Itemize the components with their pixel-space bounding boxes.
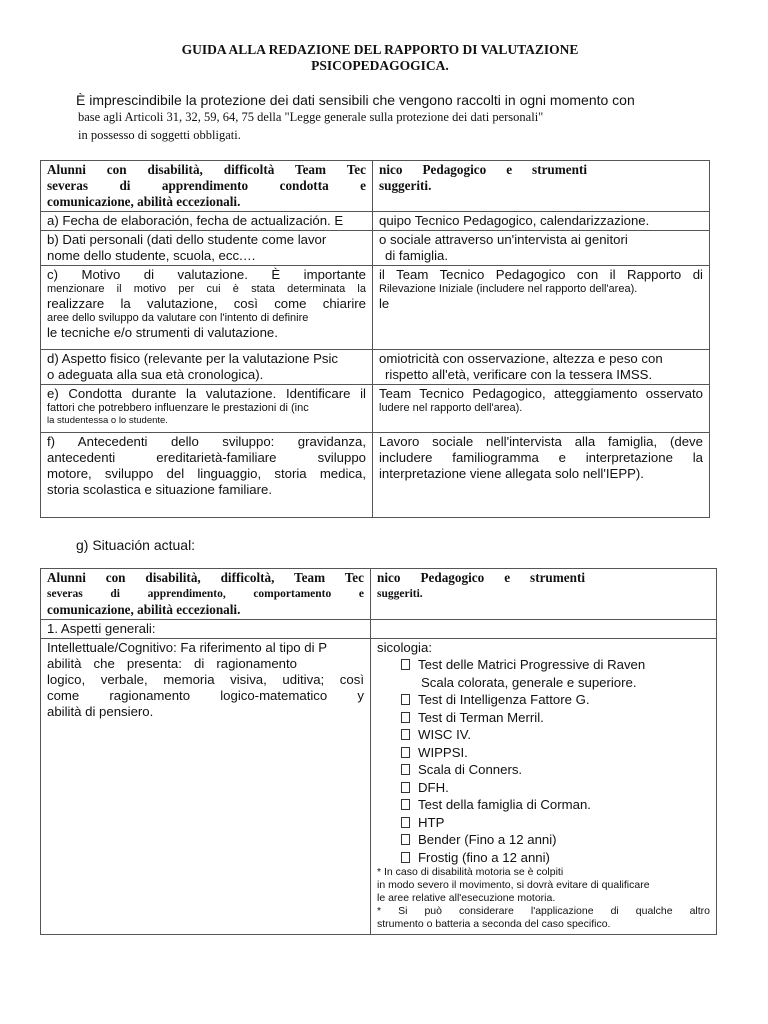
cell-right: sicologia: Test delle Matrici Progressive di Raven Scala colorata, generale e superiore. Test di Intelligenza Fattore G. Test di Terman Merril. WISC IV. WIPPSI. Scala di Conners. DFH. Test della famiglia di Corman. HTP Bender (Fino a 12 anni) Frostig (fino a 12 anni) * In caso di disabilità motoria se è colpiti in modo severo il movimento, si dovrà evitare di qualificare le aree relative all'esecuzione motoria. * Si può considerare l'applicazione di qualche altro strumento o batteria a seconda del caso specifico.	[371, 639, 717, 935]
header-cell-left: Alunni con disabilità, difficoltà Team Tec severas di apprendimento condotta e comunicazione, abilità eccezionali.	[41, 161, 373, 212]
table-row	[41, 620, 717, 639]
test-label: HTP	[418, 814, 445, 830]
checkbox-square-icon	[401, 659, 410, 670]
table-row	[41, 385, 710, 433]
table-header-row	[41, 569, 717, 620]
checkbox-square-icon	[401, 712, 410, 723]
evaluation-guide-table	[40, 160, 710, 518]
test-item	[401, 691, 710, 709]
checkbox-square-icon	[401, 799, 410, 810]
header-cell-right: nico Pedagogico e strumenti suggeriti.	[373, 161, 710, 212]
table-row	[41, 350, 710, 385]
test-item	[401, 726, 710, 744]
cell-right: Lavoro sociale nell'intervista alla famiglia, (deve includere familiogramma e interpretazione la interpretazione viene allegata solo nell'IEPP).	[373, 433, 710, 518]
table-row	[41, 231, 710, 266]
checkbox-square-icon	[401, 764, 410, 775]
table-row	[41, 639, 717, 935]
cell-right: omiotricità con osservazione, altezza e peso con rispetto all'età, verificare con la tessera IMSS.	[373, 350, 710, 385]
test-list	[377, 656, 710, 866]
cell-left: c) Motivo di valutazione. È importante menzionare il motivo per cui è stata determinata la realizzare la valutazione, così come chiarire aree dello sviluppo da valutare con l'intento di definire le tecniche e/o strumenti di valutazione.	[41, 266, 373, 350]
test-item	[401, 849, 710, 867]
cell-left: e) Condotta durante la valutazione. Identificare il fattori che potrebbero influenzare le prestazioni di (inc la studentessa o lo studente.	[41, 385, 373, 433]
test-item	[401, 831, 710, 849]
test-label-continuation: Scala colorata, generale e superiore.	[421, 674, 637, 690]
current-situation-table	[40, 568, 717, 935]
test-label: WISC IV.	[418, 727, 472, 742]
cell-left: a) Fecha de elaboración, fecha de actualización. E	[41, 212, 373, 231]
table-row	[41, 266, 710, 350]
cell-left: Intellettuale/Cognitivo: Fa riferimento al tipo di P abilità che presenta: di ragionamento logico, verbale, memoria visiva, uditiva; così come ragionamento logico-matematico y abilità di pensiero.	[41, 639, 371, 935]
header-cell-left: Alunni con disabilità, difficoltà, Team Tec severas di apprendimento, comportamento e comunicazione, abilità eccezionali.	[41, 569, 371, 620]
test-label: Test di Terman Merril.	[418, 709, 544, 725]
test-item	[401, 814, 710, 832]
checkbox-square-icon	[401, 817, 410, 828]
note: * In caso di disabilità motoria se è colpiti in modo severo il movimento, si dovrà evitare di qualificare le aree relative all'esecuzione motoria.	[377, 866, 650, 904]
test-label: Test di Intelligenza Fattore G.	[418, 692, 590, 707]
test-item	[401, 779, 710, 797]
cell-right: Team Tecnico Pedagogico, atteggiamento osservato ludere nel rapporto dell'area).	[373, 385, 710, 433]
cell-left: d) Aspetto fisico (relevante per la valutazione Psic o adeguata alla sua età cronologica).	[41, 350, 373, 385]
test-item	[401, 709, 710, 727]
test-label: Test della famiglia di Corman.	[418, 797, 591, 812]
section-heading: g) Situación actual:	[76, 537, 196, 553]
cell-right	[371, 620, 717, 639]
intro-line: in possesso di soggetti obbligati.	[78, 128, 241, 142]
test-label: WIPPSI.	[418, 744, 468, 760]
intro-line: base agli Articoli 31, 32, 59, 64, 75 della "Legge generale sulla protezione dei dati personali"	[78, 110, 544, 124]
checkbox-square-icon	[401, 852, 410, 863]
header-cell-right: nico Pedagogico e strumenti suggeriti.	[371, 569, 717, 620]
note: * Si può considerare l'applicazione di qualche altro strumento o batteria a seconda del caso specifico.	[377, 905, 710, 930]
table-row	[41, 433, 710, 518]
test-item	[401, 761, 710, 779]
test-label: Scala di Conners.	[418, 762, 523, 777]
test-label: Frostig (fino a 12 anni)	[418, 849, 550, 865]
cell-left: f) Antecedenti dello sviluppo: gravidanza, antecedenti ereditarietà-familiare sviluppo motore, sviluppo del linguaggio, storia medica, storia scolastica e situazione familiare.	[41, 433, 373, 518]
test-label: Bender (Fino a 12 anni)	[418, 832, 557, 847]
checkbox-square-icon	[401, 729, 410, 740]
checkbox-square-icon	[401, 782, 410, 793]
test-item	[401, 744, 710, 762]
document-title	[100, 42, 660, 74]
test-label: Test delle Matrici Progressive di Raven	[418, 657, 646, 672]
table-header-row	[41, 161, 710, 212]
cell-right: o sociale attraverso un'intervista ai genitori di famiglia.	[373, 231, 710, 266]
checkbox-square-icon	[401, 694, 410, 705]
table-row	[41, 212, 710, 231]
checkbox-square-icon	[401, 747, 410, 758]
title-line: PSICOPEDAGOGICA.	[311, 58, 449, 73]
cell-left: 1. Aspetti generali:	[41, 620, 371, 639]
cell-right: quipo Tecnico Pedagogico, calendarizzazione.	[373, 212, 710, 231]
checkbox-square-icon	[401, 834, 410, 845]
title-line: GUIDA ALLA REDAZIONE DEL RAPPORTO DI VALUTAZIONE	[181, 42, 579, 57]
test-label: DFH.	[418, 779, 449, 795]
test-item	[401, 796, 710, 814]
cell-right: il Team Tecnico Pedagogico con il Rapporto di Rilevazione Iniziale (includere nel rapporto dell'area). le	[373, 266, 710, 350]
cell-left: b) Dati personali (dati dello studente come lavor nome dello studente, scuola, ecc.…	[41, 231, 373, 266]
intro-line: È imprescindibile la protezione dei dati sensibili che vengono raccolti in ogni momento con	[76, 92, 635, 108]
test-item	[401, 656, 710, 691]
